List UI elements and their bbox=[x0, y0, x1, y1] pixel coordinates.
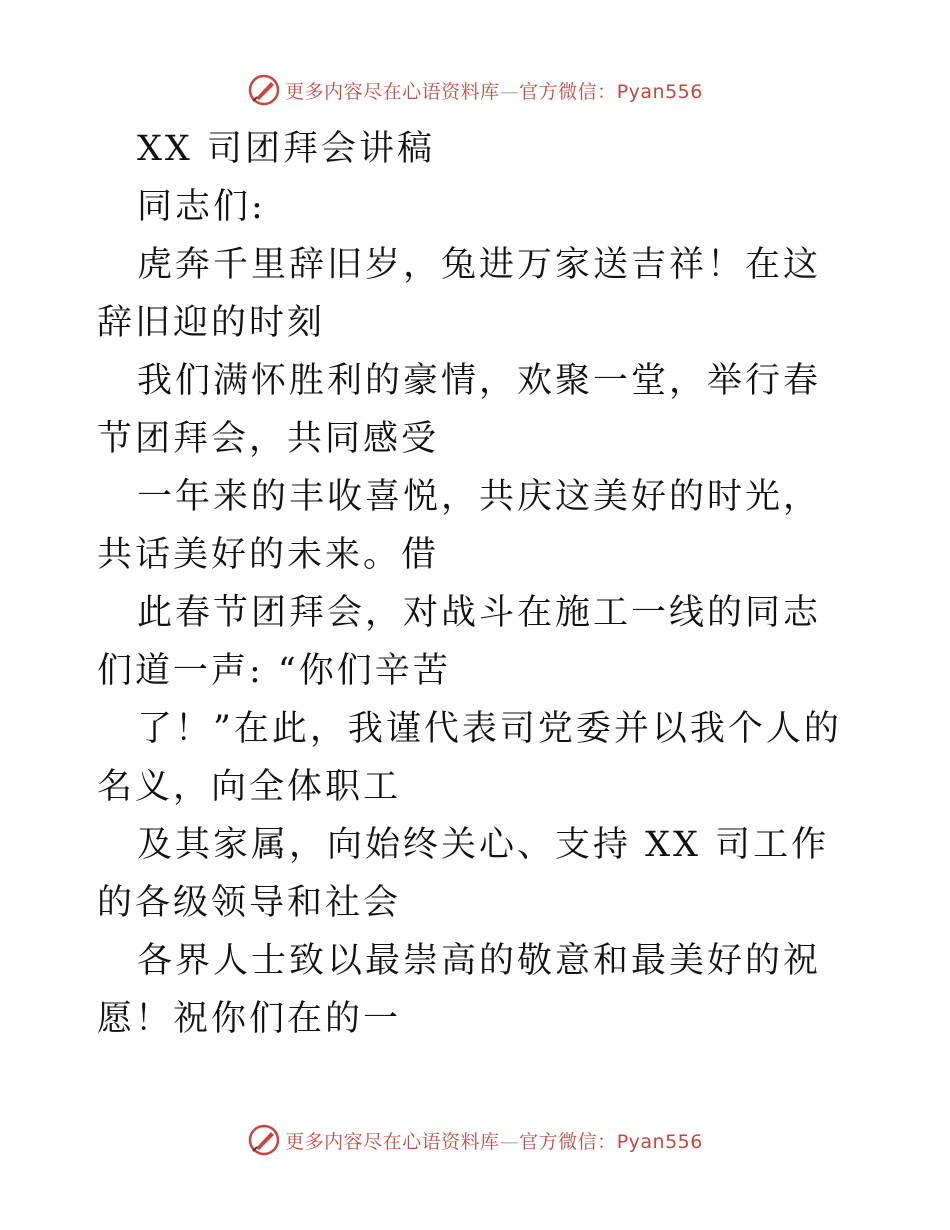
footer-banner bbox=[0, 1120, 950, 1160]
paragraph: 各界人士致以最崇高的敬意和最美好的祝愿！祝你们在的一 bbox=[97, 941, 822, 1039]
banner-text: 更多内容尽在心语资料库—官方微信：Pyan556 bbox=[285, 1130, 703, 1153]
paragraph: 一年来的丰收喜悦，共庆这美好的时光，共话美好的未来。借 bbox=[97, 477, 822, 575]
banner-text: 更多内容尽在心语资料库—官方微信：Pyan556 bbox=[285, 80, 703, 103]
document-body bbox=[97, 120, 857, 1048]
paragraph: 了！”在此，我谨代表司党委并以我个人的名义，向全体职工 bbox=[97, 709, 842, 807]
paragraph: 此春节团拜会，对战斗在施工一线的同志们道一声: “你们辛苦 bbox=[97, 593, 822, 691]
paragraph: 我们满怀胜利的豪情，欢聚一堂，举行春节团拜会，共同感受 bbox=[97, 361, 822, 459]
document-title: XX 司团拜会讲稿 bbox=[137, 129, 435, 169]
quill-pen-icon bbox=[247, 1123, 281, 1157]
paragraph: 及其家属，向始终关心、支持 XX 司工作的各级领导和社会 bbox=[97, 825, 830, 923]
salutation: 同志们: bbox=[137, 187, 266, 227]
paragraph: 虎奔千里辞旧岁，兔进万家送吉祥！在这辞旧迎的时刻 bbox=[97, 245, 822, 343]
header-banner bbox=[0, 70, 950, 110]
quill-pen-icon bbox=[247, 73, 281, 107]
